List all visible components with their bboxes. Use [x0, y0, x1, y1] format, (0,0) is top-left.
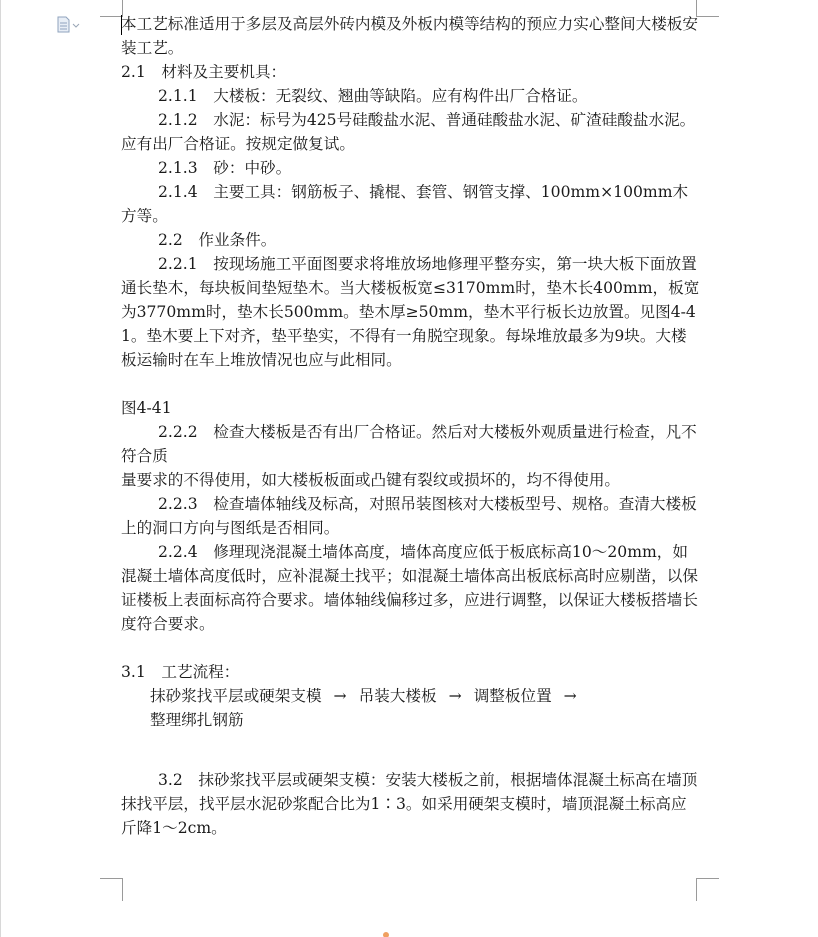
paragraph-2-1-4: 2.1.4 主要工具：钢筋板子、撬棍、套管、钢管支撑、100mm×100mm木方等。: [121, 183, 689, 225]
blank-line: [121, 636, 701, 660]
flow-arrow: →: [563, 687, 577, 705]
paragraph-2-2-2-part1: 2.2.2 检查大楼板是否有出厂合格证。然后对大楼板外观质量进行检查，凡不符合质: [121, 423, 697, 465]
process-flow: [121, 684, 701, 708]
flow-arrow: →: [333, 687, 347, 705]
heading-process-flow: 3.1 工艺流程：: [121, 663, 240, 681]
flow-arrow: →: [448, 687, 462, 705]
paragraph-2-2-3: 2.2.3 检查墙体轴线及标高，对照吊装图核对大楼板型号、规格。查清大楼板上的洞口方向与图纸是否相同。: [121, 495, 697, 537]
blank-line: [121, 732, 701, 756]
process-flow-continued: [121, 708, 701, 732]
paragraph-2-1-3: 2.1.3 砂：中砂。: [158, 159, 292, 177]
paragraph-intro: 本工艺标准适用于多层及高层外砖内模及外板内模等结构的预应力实心整间大楼板安装工艺。: [121, 15, 698, 57]
paragraph-3-2: 3.2 抹砂浆找平层或硬架支模：安装大楼板之前，根据墙体混凝土标高在墙顶抹找平层，找平层水泥砂浆配合比为1∶3。如采用硬架支模时，墙顶混凝土标高应斤降1～2cm。: [121, 771, 698, 837]
paragraph-2-1-1: 2.1.1 大楼板：无裂纹、翘曲等缺陷。应有构件出厂合格证。: [158, 87, 588, 105]
page-edge: [0, 0, 1, 937]
blank-line: [121, 756, 701, 768]
figure-caption: 图4-41: [121, 399, 172, 417]
scroll-indicator: [383, 932, 389, 937]
flow-step-4: 整理绑扎钢筋: [150, 711, 244, 729]
flow-step-2: 吊装大楼板: [358, 687, 437, 705]
document-body[interactable]: [121, 12, 701, 840]
margin-corner-bottom-left: [100, 878, 123, 901]
paragraph-2-2-2-part2: 量要求的不得使用，如大楼板板面或凸键有裂纹或损坏的，均不得使用。: [121, 471, 621, 489]
blank-line: [121, 372, 701, 396]
margin-corner-bottom-right: [696, 878, 719, 901]
heading-materials: 2.1 材料及主要机具：: [121, 63, 287, 81]
flow-step-1: 抹砂浆找平层或硬架支模: [150, 687, 322, 705]
paragraph-2-1-2: 2.1.2 水泥：标号为425号硅酸盐水泥、普通硅酸盐水泥、矿渣硅酸盐水泥。应有出厂合格证。按规定做复试。: [121, 111, 696, 153]
paragraph-2-2-1: 2.2.1 按现场施工平面图要求将堆放场地修理平整夯实，第一块大板下面放置通长垫木，每块板间垫短垫木。当大楼板板宽≤3170mm时，垫木长400mm，板宽为3770mm时，垫木长500mm。垫木厚≥50mm，垫木平行板长边放置。见图4-41。垫木要上下对齐，垫平垫实，不得有一角脱空现象。每垛堆放最多为9块。大楼板运输时在车上堆放情况也应与此相同。: [121, 255, 700, 369]
margin-corner-top-left: [100, 0, 123, 17]
flow-step-3: 调整板位置: [473, 687, 552, 705]
document-icon[interactable]: [56, 16, 80, 34]
paragraph-2-2-4: 2.2.4 修理现浇混凝土墙体高度，墙体高度应低于板底标高10～20mm，如混凝土墙体高度低时，应补混凝土找平；如混凝土墙体高出板底标高时应剔凿，以保证楼板上表面标高符合要求。墙体轴线偏移过多，应进行调整，以保证大楼板搭墙长度符合要求。: [121, 543, 698, 633]
heading-work-conditions: 2.2 作业条件。: [158, 231, 277, 249]
